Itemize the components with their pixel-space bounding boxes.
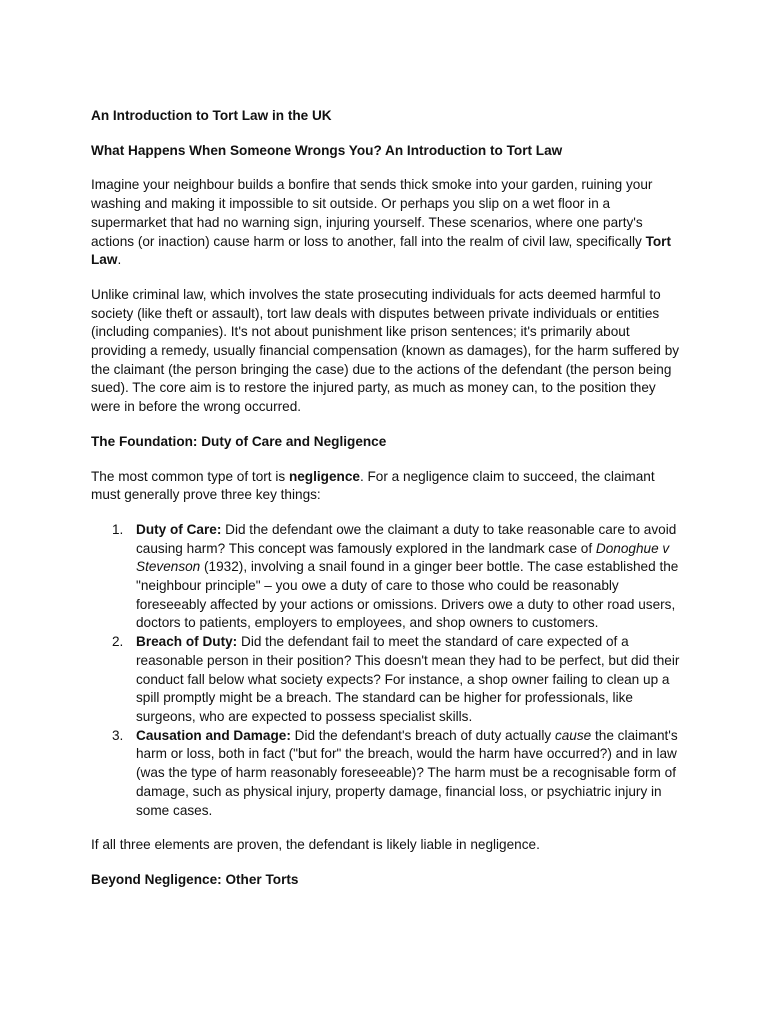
list-item-title: Duty of Care: <box>136 521 222 537</box>
list-item <box>91 521 681 633</box>
intro-bold-term: Tort Law <box>91 233 671 268</box>
emphasis-cause: cause <box>554 727 592 743</box>
list-item-title: Causation and Damage: <box>136 727 291 743</box>
list-item <box>91 633 681 727</box>
conclusion-paragraph: If all three elements are proven, the defendant is likely liable in negligence. <box>91 837 540 853</box>
list-item-title: Breach of Duty: <box>136 634 238 650</box>
list-item-text-cont: the claimant's harm or loss, both in fact ("but for" the breach, would the harm have occurred?) and in law (was the type of harm reasonably foreseeable)? The harm must be a recognisable form of damage, such as physical injury, property damage, financial loss, or psychiatric injury in some cases. <box>136 727 678 818</box>
negligence-intro-paragraph <box>91 468 681 505</box>
negligence-intro-start: The most common type of tort is <box>91 468 289 484</box>
list-item-text-cont: (1932), involving a snail found in a ginger beer bottle. The case established the "neighbour principle" – you owe a duty of care to those who could be reasonably foreseeably affected by your actions or omissions. Drivers owe a duty to other road users, doctors to patients, employers to employees, and shop owners to customers. <box>136 559 679 631</box>
criminal-vs-tort-paragraph: Unlike criminal law, which involves the state prosecuting individuals for acts deemed harmful to society (like theft or assault), tort law deals with disputes between private individuals or entities (including companies). It's not about punishment like prison sentences; it's primarily about providing a remedy, usually financial compensation (known as damages), for the harm suffered by the claimant (the person bringing the case) due to the actions of the defendant (the person being sued). The core aim is to restore the injured party, as much as money can, to the position they were in before the wrong occurred. <box>91 286 680 415</box>
negligence-elements-list <box>91 521 681 820</box>
intro-end: . <box>117 252 122 268</box>
document-page <box>91 107 681 890</box>
intro-text: Imagine your neighbour builds a bonfire that sends thick smoke into your garden, ruining your washing and making it impossible to sit outside. Or perhaps you slip on a wet floor in a supermarket that had no warning sign, injuring yourself. These scenarios, where one party's actions (or inaction) cause harm or loss to another, fall into the realm of civil law, specifically <box>91 177 653 249</box>
section-heading-duty-of-care: The Foundation: Duty of Care and Negligence <box>91 433 387 449</box>
case-name: Donoghue v Stevenson <box>136 540 670 575</box>
list-item-number: 2. <box>112 634 124 650</box>
list-item-text: Did the defendant owe the claimant a duty to take reasonable care to avoid causing harm? This concept was famously explored in the landmark case of <box>136 521 677 556</box>
negligence-intro-end: . For a negligence claim to succeed, the claimant must generally prove three key things: <box>91 468 655 503</box>
document-title: An Introduction to Tort Law in the UK <box>91 108 332 123</box>
list-item <box>91 727 681 821</box>
list-item-number: 1. <box>112 521 124 537</box>
document-subtitle: What Happens When Someone Wrongs You? An Introduction to Tort Law <box>91 142 563 158</box>
intro-paragraph <box>91 176 681 270</box>
list-item-text: Did the defendant fail to meet the standard of care expected of a reasonable person in their position? This doesn't mean they had to be perfect, but did their conduct fall below what society expects? For instance, a shop owner failing to clean up a spill promptly might be a breach. The standard can be higher for professionals, like surgeons, who are expected to possess specialist skills. <box>136 634 680 724</box>
negligence-bold-term: negligence <box>288 468 360 484</box>
section-heading-other-torts: Beyond Negligence: Other Torts <box>91 871 299 887</box>
list-item-number: 3. <box>112 727 124 743</box>
list-item-text: Did the defendant's breach of duty actually <box>290 727 555 743</box>
